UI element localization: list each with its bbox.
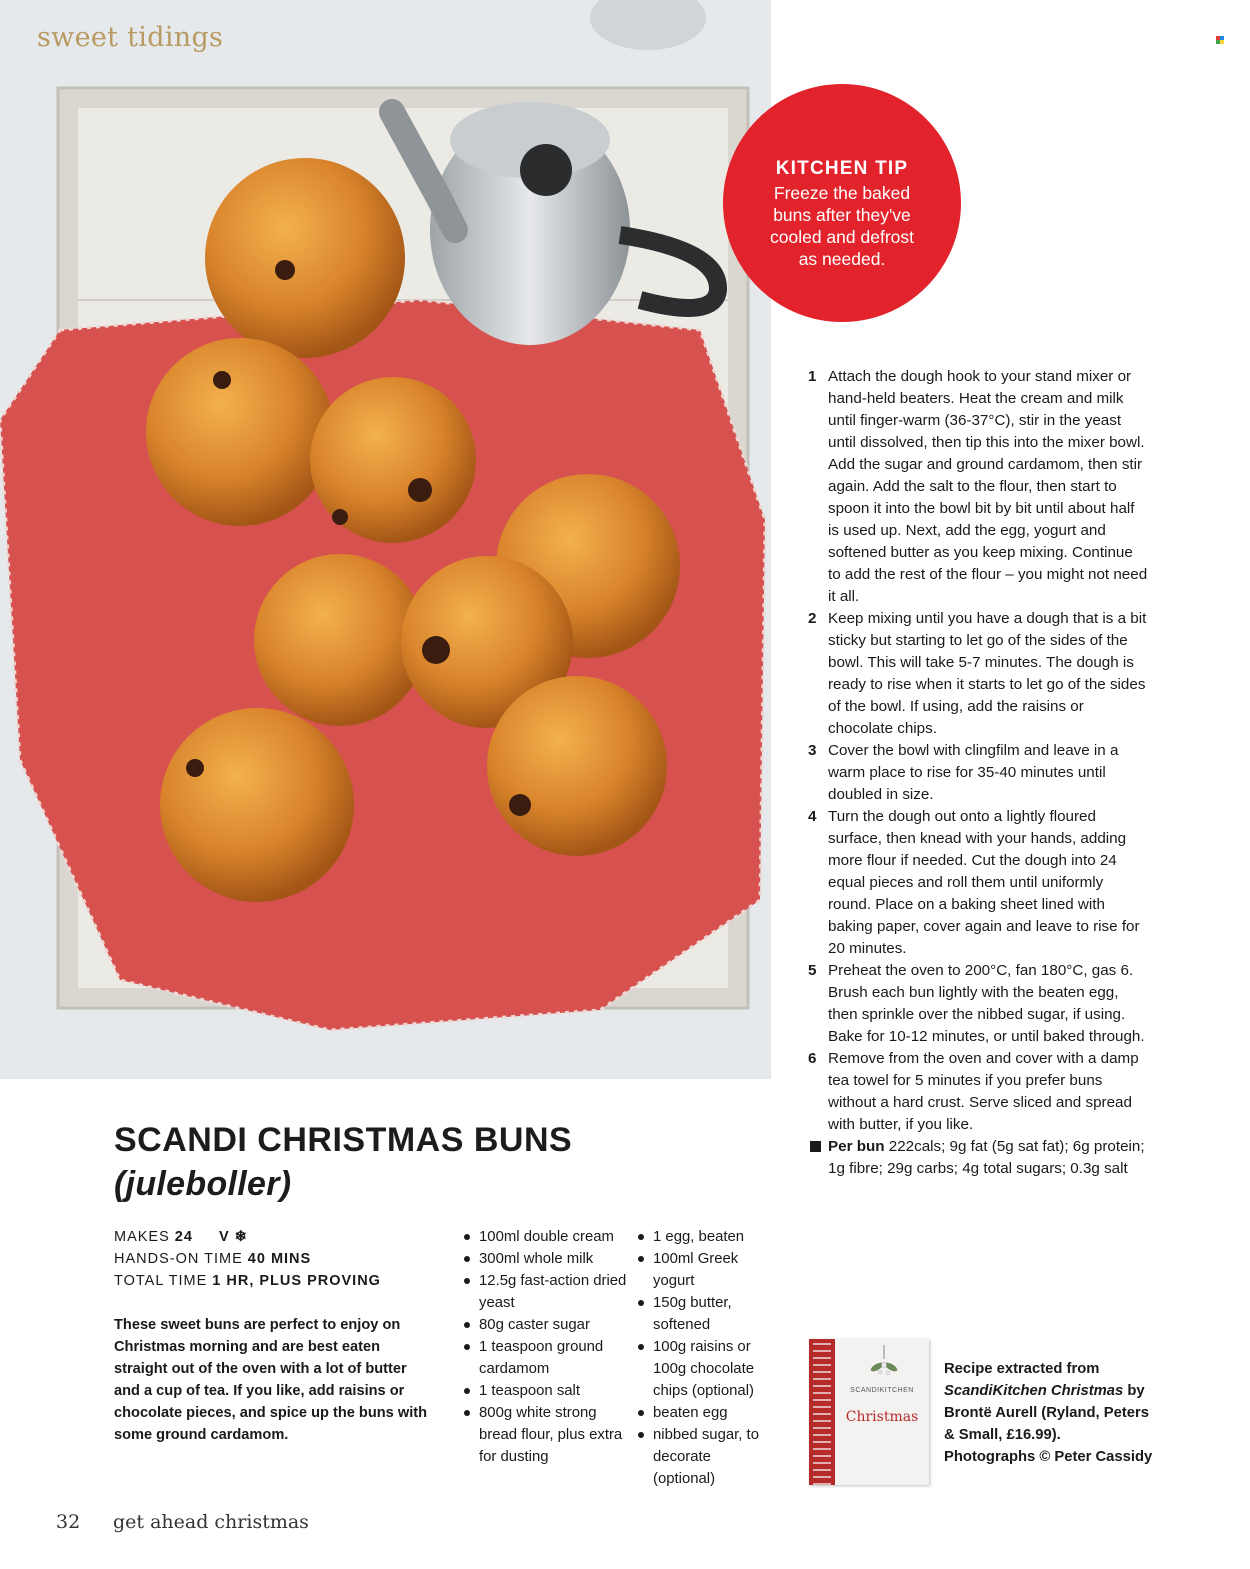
credit-prefix: Recipe extracted from (944, 1361, 1100, 1377)
step-text: Attach the dough hook to your stand mixer or hand-held beaters. Heat the cream and milk until finger-warm (36-37°C), stir in the yeast until dissolved, then tip this into the mixer bowl. Add the sugar and ground cardamom, then stir again. Add the salt to the flour, then start to spoon it into the bowl bit by bit until about half is used up. Next, add the egg, yogurt and softened butter as you keep mixing. Continue to add the rest of the flour – you might not need it all. (828, 368, 1148, 605)
ingredient-item: 1 egg, beaten (636, 1226, 776, 1248)
recipe-subtitle: (juleboller) (114, 1165, 292, 1203)
credit-suffix: by Brontë Aurell (Ryland, Peters & Small, £16.99). Photographs © Peter Cassidy (944, 1383, 1153, 1465)
method-step (808, 366, 1148, 608)
nutrition-label: Per bun (828, 1138, 885, 1155)
square-bullet-icon (810, 1141, 821, 1152)
method-step (808, 806, 1148, 960)
mistletoe-icon (867, 1345, 901, 1385)
makes-label: MAKES (114, 1229, 170, 1245)
book-cover-title: Christmas (845, 1409, 919, 1425)
recipe-intro: These sweet buns are perfect to enjoy on Christmas morning and are best eaten straight out of the oven with a lot of butter and a cup of tea. If you like, add raisins or chocolate pieces, and spice up the buns with some ground cardamom. (114, 1317, 428, 1443)
brand-logo-icon (1216, 31, 1224, 39)
step-text: Keep mixing until you have a dough that is a bit sticky but starting to let go of the sides of the bowl. This will take 5-7 minutes. The dough is ready to rise when it starts to let go of the sides of the bowl. If using, add the raisins or chocolate chips. (828, 610, 1147, 737)
kitchen-tip-heading: KITCHEN TIP (775, 158, 909, 179)
book-pattern (813, 1339, 831, 1485)
kitchen-tip-line: cooled and defrost (770, 227, 914, 247)
ingredients-column-1 (462, 1226, 630, 1468)
step-text: Preheat the oven to 200°C, fan 180°C, gas 6. Brush each bun lightly with the beaten egg, then sprinkle over the nibbed sugar, if using. Bake for 10-12 minutes, or until baked through. (828, 962, 1145, 1045)
recipe-title-main: SCANDI CHRISTMAS BUNS (114, 1121, 573, 1159)
buns-illustration (0, 0, 771, 1079)
step-number: 3 (808, 742, 817, 759)
step-number: 1 (808, 368, 817, 385)
credit-book-title: ScandiKitchen Christmas (944, 1383, 1124, 1399)
book-cover-image (809, 1339, 929, 1485)
recipe-meta (114, 1226, 381, 1292)
recipe-credit (944, 1358, 1154, 1468)
book-cover-brand: SCANDIKITCHEN (850, 1387, 914, 1394)
ingredient-item: 1 teaspoon ground cardamom (462, 1336, 630, 1380)
total-time-label: TOTAL TIME (114, 1273, 208, 1289)
ingredient-item: 300ml whole milk (462, 1248, 630, 1270)
kitchen-tip-body (723, 182, 961, 270)
nutrition-text: 222cals; 9g fat (5g sat fat); 6g protein; 1g fibre; 29g carbs; 4g total sugars; 0.3g salt (828, 1138, 1145, 1177)
ingredient-item: 100ml Greek yogurt (636, 1248, 776, 1292)
step-number: 4 (808, 808, 817, 825)
makes-line (114, 1226, 381, 1248)
step-number: 5 (808, 962, 817, 979)
ingredients-column-2 (636, 1226, 776, 1490)
ingredient-item: 100g raisins or 100g chocolate chips (optional) (636, 1336, 776, 1402)
vegetarian-freezable-badge: V ❄ (218, 1229, 248, 1245)
kitchen-tip-line: Freeze the baked (773, 183, 911, 203)
ingredient-item: 150g butter, softened (636, 1292, 776, 1336)
recipe-title (114, 1118, 754, 1206)
kitchen-tip-badge (723, 84, 961, 322)
method-step (808, 1048, 1148, 1136)
ingredient-item: beaten egg (636, 1402, 776, 1424)
hands-on-value: 40 MINS (247, 1251, 312, 1267)
page-number: 32 (56, 1511, 81, 1533)
ingredient-item: 100ml double cream (462, 1226, 630, 1248)
ingredient-item: 800g white strong bread flour, plus extra for dusting (462, 1402, 630, 1468)
page-footer (56, 1511, 309, 1533)
method-steps (808, 366, 1148, 1180)
kitchen-tip-line: buns after they've (773, 205, 911, 225)
step-number: 6 (808, 1050, 817, 1067)
hero-photo (0, 0, 771, 1079)
step-number: 2 (808, 610, 817, 627)
method-step (808, 960, 1148, 1048)
ingredient-item: 80g caster sugar (462, 1314, 630, 1336)
kitchen-tip-line: as needed. (798, 249, 886, 269)
makes-value: 24 (174, 1229, 193, 1245)
total-time-line (114, 1270, 381, 1292)
step-text: Cover the bowl with clingfilm and leave in a warm place to rise for 35-40 minutes until doubled in size. (828, 742, 1119, 803)
ingredient-item: nibbed sugar, to decorate (optional) (636, 1424, 776, 1490)
method-step (808, 608, 1148, 740)
ingredient-item: 1 teaspoon salt (462, 1380, 630, 1402)
ingredient-item: 12.5g fast-action dried yeast (462, 1270, 630, 1314)
nutrition-info (808, 1136, 1148, 1180)
section-label: sweet tidings (37, 22, 224, 53)
step-text: Turn the dough out onto a lightly floured surface, then knead with your hands, adding more flour if needed. Cut the dough into 24 equal pieces and roll them until uniformly round. Place on a baking sheet lined with baking paper, cover again and leave to rise for 20 minutes. (828, 808, 1140, 957)
method-step (808, 740, 1148, 806)
magazine-name: get ahead christmas (113, 1511, 309, 1533)
hands-on-label: HANDS-ON TIME (114, 1251, 243, 1267)
total-time-value: 1 HR, PLUS PROVING (212, 1273, 381, 1289)
hands-on-line (114, 1248, 381, 1270)
step-text: Remove from the oven and cover with a damp tea towel for 5 minutes if you prefer buns without a hard crust. Serve sliced and spread with butter, if you like. (828, 1050, 1139, 1133)
